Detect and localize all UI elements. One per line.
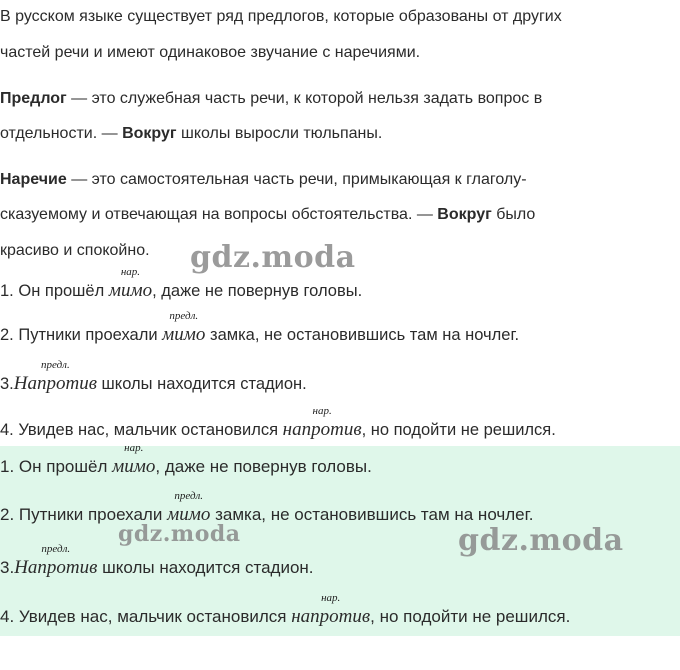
sentence-4 bbox=[0, 405, 556, 441]
sentence-pre: Путники проехали bbox=[18, 326, 158, 344]
part-of-speech-label: нар. bbox=[124, 442, 144, 454]
annotated-word bbox=[291, 592, 371, 628]
part-of-speech-label: нар. bbox=[321, 592, 341, 604]
annotated-word bbox=[14, 543, 98, 579]
word-text: Напротив bbox=[13, 373, 97, 394]
predlog-example-word: Вокруг bbox=[122, 125, 177, 142]
narechie-line-3: красиво и спокойно. bbox=[0, 242, 150, 259]
annotated-word bbox=[112, 442, 156, 478]
word-text: Напротив bbox=[14, 557, 98, 578]
predlog-term: Предлог bbox=[0, 90, 67, 107]
sentence-pre: Он прошёл bbox=[18, 457, 108, 476]
predlog-definition bbox=[0, 90, 542, 108]
answer-sentence-1 bbox=[0, 442, 372, 478]
part-of-speech-label: предл. bbox=[169, 310, 199, 322]
annotated-word bbox=[162, 310, 206, 346]
part-of-speech-label: предл. bbox=[174, 490, 204, 502]
sentence-number: 2. bbox=[0, 326, 14, 344]
sentence-pre: Путники проехали bbox=[18, 505, 163, 524]
predlog-example-rest: школы выросли тюльпаны. bbox=[176, 125, 383, 142]
sentence-pre: Увидев нас, мальчик остановился bbox=[18, 421, 279, 439]
sentence-post: замка, не остановившись там на ночлег. bbox=[210, 505, 534, 524]
predlog-example-lead: отдельности. — bbox=[0, 125, 123, 142]
narechie-example-rest: было bbox=[491, 206, 536, 223]
sentence-post: , даже не повернув головы. bbox=[155, 457, 372, 476]
sentence-number: 4. bbox=[0, 607, 15, 626]
sentence-number: 1. bbox=[0, 282, 14, 300]
part-of-speech-label: нар. bbox=[120, 266, 141, 278]
narechie-line-2 bbox=[0, 206, 535, 224]
predlog-example bbox=[0, 125, 382, 143]
word-text: мимо bbox=[167, 504, 211, 525]
part-of-speech-label: предл. bbox=[40, 359, 70, 371]
answer-sentence-3 bbox=[0, 543, 314, 579]
sentence-number: 2. bbox=[0, 505, 15, 524]
sentence-post: замка, не остановившись там на ночлег. bbox=[205, 326, 520, 344]
word-text: мимо bbox=[108, 280, 153, 301]
sentence-post: школы находится стадион. bbox=[96, 375, 307, 393]
answer-sentence-2 bbox=[0, 490, 534, 526]
part-of-speech-label: нар. bbox=[312, 405, 332, 417]
sentence-number: 4. bbox=[0, 421, 14, 439]
word-text: мимо bbox=[162, 324, 206, 345]
sentence-1 bbox=[0, 266, 363, 302]
sentence-post: , но подойти не решился. bbox=[361, 421, 556, 439]
sentence-number: 3. bbox=[0, 375, 14, 393]
sentence-post: , даже не повернув головы. bbox=[152, 282, 363, 300]
predlog-definition-text: — это служебная часть речи, к которой нельзя задать вопрос в bbox=[66, 90, 543, 107]
word-text: напротив bbox=[282, 419, 362, 440]
sentence-number: 1. bbox=[0, 457, 15, 476]
sentence-2 bbox=[0, 310, 520, 346]
word-text: напротив bbox=[291, 606, 371, 627]
narechie-definition-text: — это самостоятельная часть речи, примыкающая к глаголу- bbox=[66, 171, 527, 188]
narechie-line-2-text: сказуемому и отвечающая на вопросы обстоятельства. — bbox=[0, 206, 438, 223]
sentence-pre: Он прошёл bbox=[18, 282, 105, 300]
narechie-example-word: Вокруг bbox=[437, 206, 492, 223]
sentence-3 bbox=[0, 359, 307, 395]
answer-sentence-4 bbox=[0, 592, 571, 628]
sentence-post: , но подойти не решился. bbox=[370, 607, 571, 626]
intro-line-1: В русском языке существует ряд предлогов, которые образованы от других bbox=[0, 8, 562, 25]
intro-line-2: частей речи и имеют одинаковое звучание с наречиями. bbox=[0, 44, 421, 61]
narechie-definition bbox=[0, 171, 527, 189]
annotated-word bbox=[108, 266, 153, 302]
word-text: мимо bbox=[112, 456, 156, 477]
watermark-logo: gdz.moda bbox=[190, 240, 356, 275]
annotated-word bbox=[282, 405, 362, 441]
sentence-pre: Увидев нас, мальчик остановился bbox=[18, 607, 287, 626]
narechie-term: Наречие bbox=[0, 171, 67, 188]
annotated-word bbox=[13, 359, 97, 395]
part-of-speech-label: предл. bbox=[41, 543, 71, 555]
watermark-logo: gdz.moda bbox=[458, 523, 624, 558]
sentence-post: школы находится стадион. bbox=[97, 558, 314, 577]
watermark-logo: gdz.moda bbox=[118, 521, 241, 547]
sentence-number: 3. bbox=[0, 558, 15, 577]
